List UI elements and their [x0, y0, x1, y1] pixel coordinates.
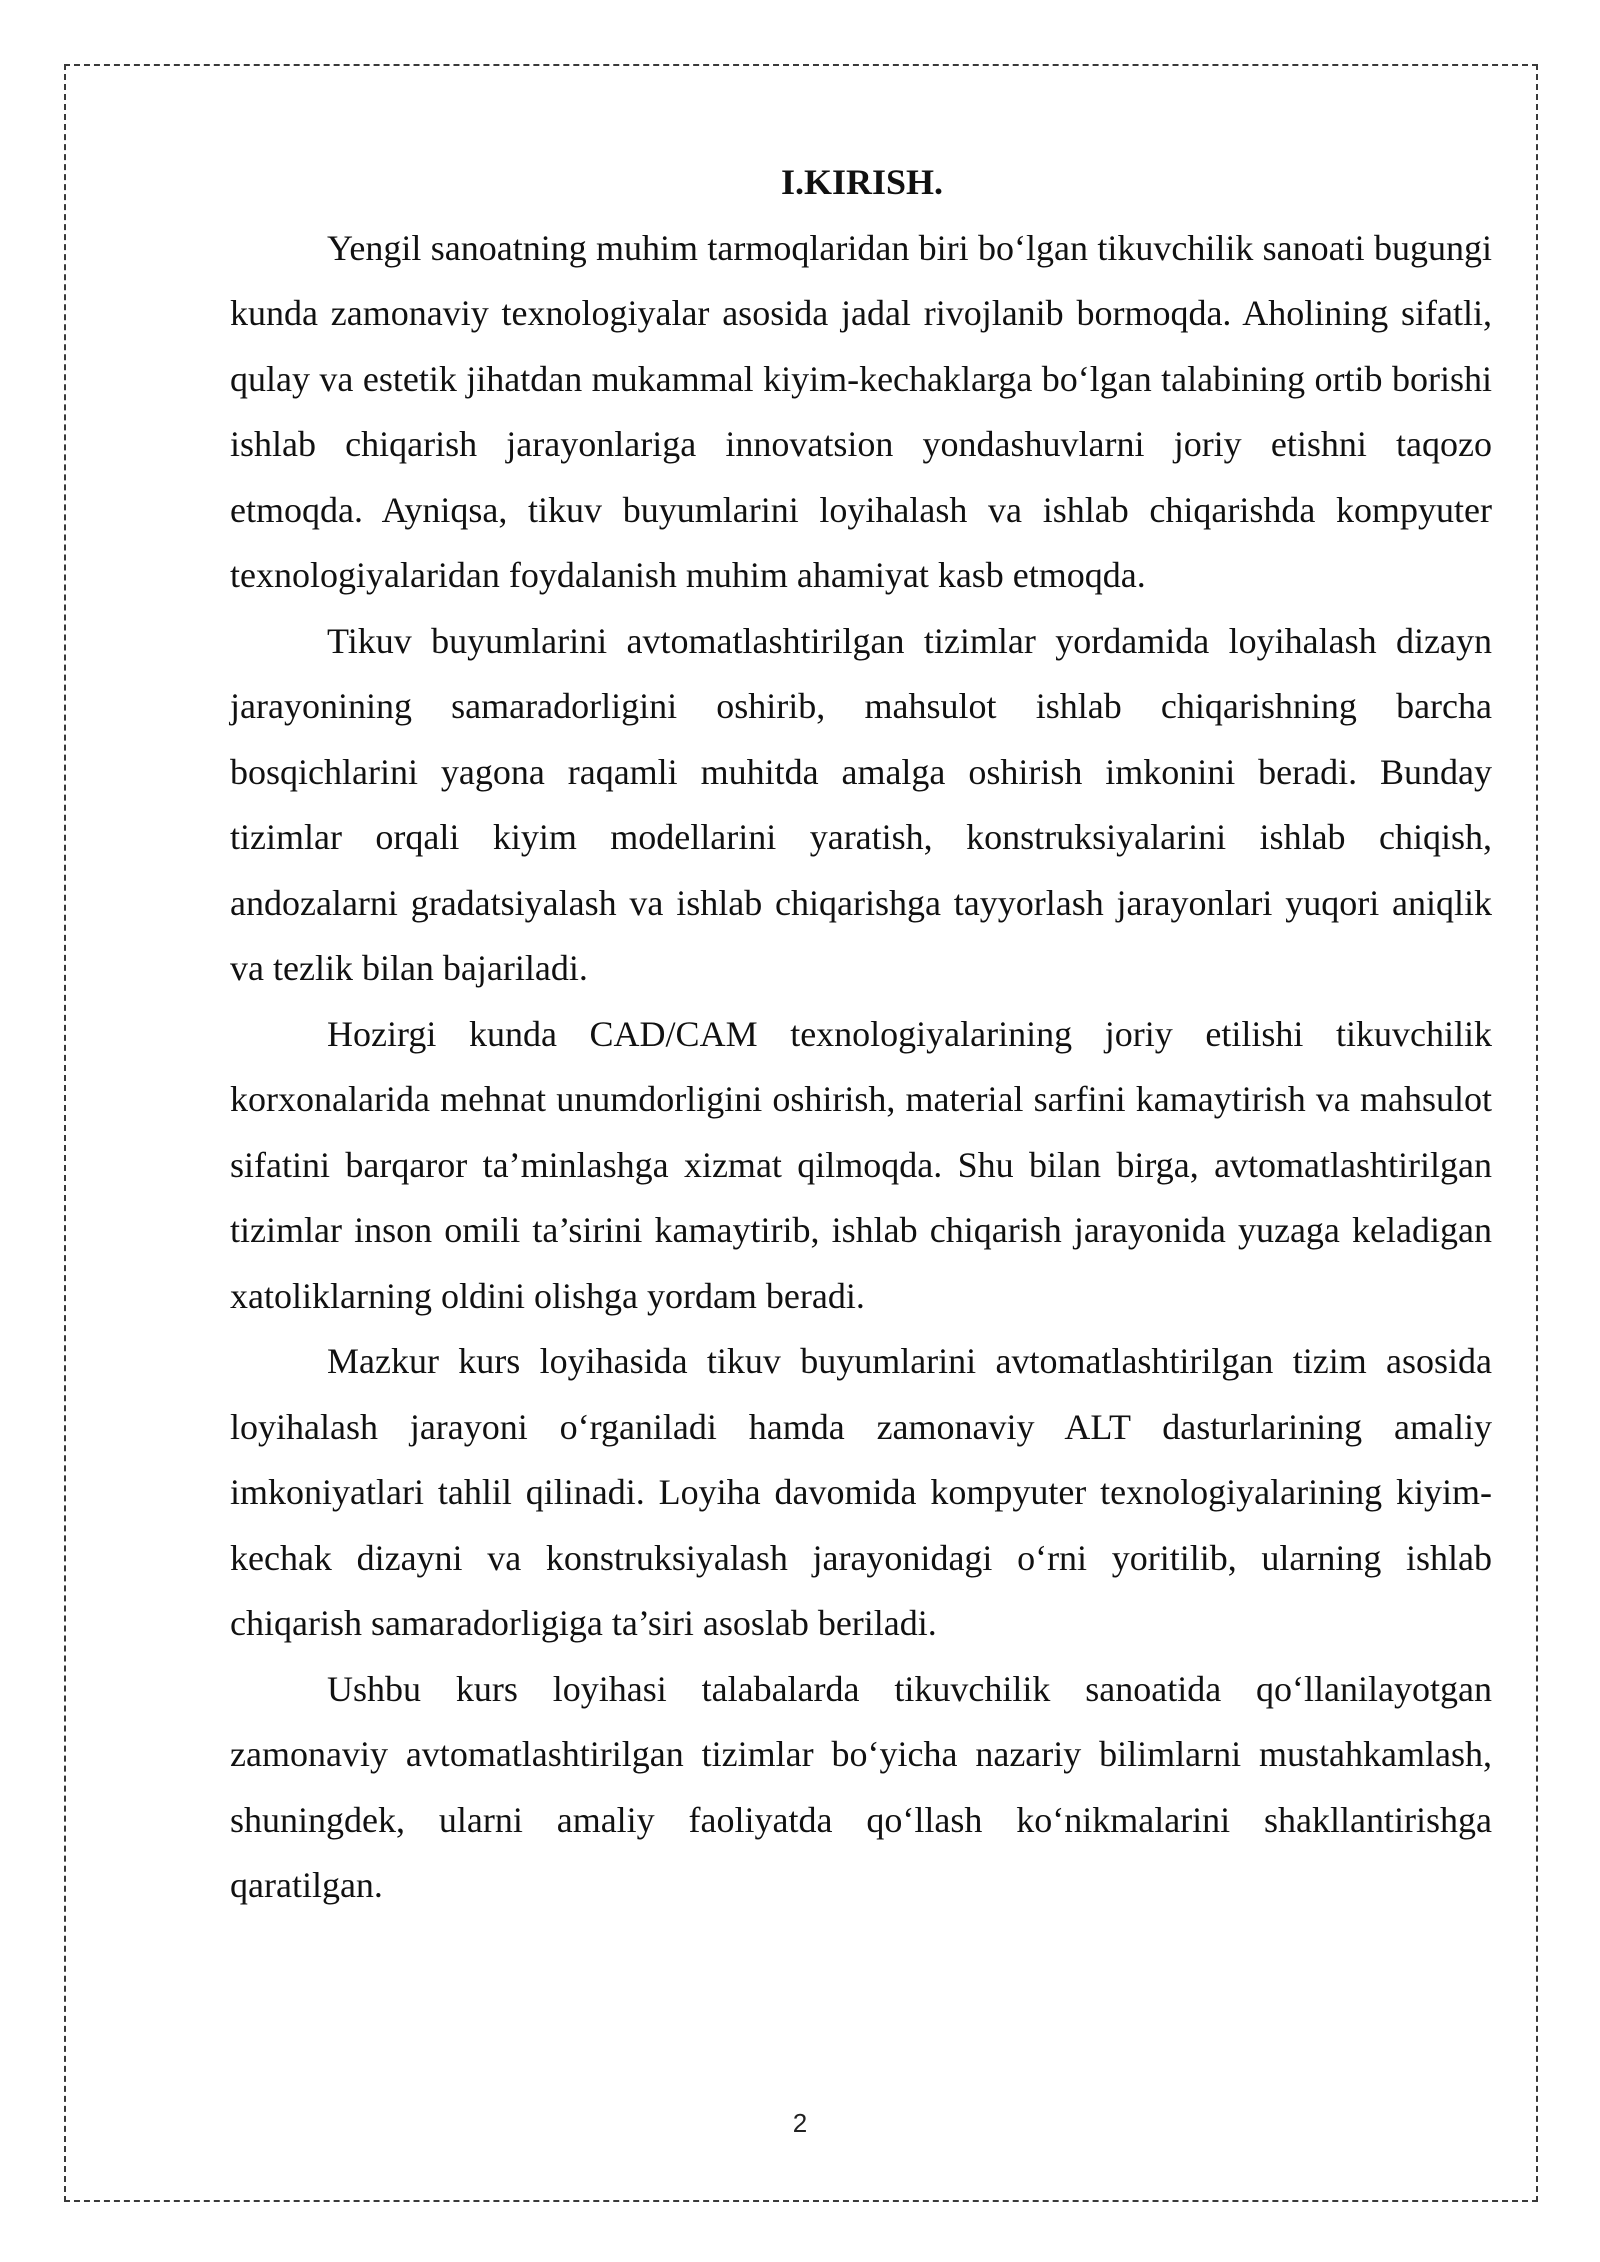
section-heading: I.KIRISH.: [780, 162, 944, 202]
paragraph-5: Ushbu kurs loyihasi talabalarda tikuvchilik sanoatida qo‘llanilayotgan zamonaviy avtomatlashtirilgan tizimlar bo‘yicha nazariy bilimlarni mustahkamlash, shuningdek, ularni amaliy faoliyatda qo‘llash ko‘nikmalarini shakllantirishga qaratilgan.: [230, 1668, 1492, 1905]
paragraph-3: Hozirgi kunda CAD/CAM texnologiyalarining joriy etilishi tikuvchilik korxonalarida mehnat unumdorligini oshirish, material sarfini kamaytirish va mahsulot sifatini barqaror ta’minlashga xizmat qilmoqda. Shu bilan birga, avtomatlashtirilgan tizimlar inson omili ta’sirini kamaytirib, ishlab chiqarish jarayonida yuzaga keladigan xatoliklarning oldini olishga yordam beradi.: [230, 1013, 1492, 1316]
paragraph-2: Tikuv buyumlarini avtomatlashtirilgan tizimlar yordamida loyihalash dizayn jarayonining samaradorligini oshirib, mahsulot ishlab chiqarishning barcha bosqichlarini yagona raqamli muhitda amalga oshirish imkonini beradi. Bunday tizimlar orqali kiyim modellarini yaratish, konstruksiyalarini ishlab chiqish, andozalarni gradatsiyalash va ishlab chiqarishga tayyorlash jarayonlari yuqori aniqlik va tezlik bilan bajariladi.: [230, 620, 1492, 988]
document-body: [230, 150, 1492, 1919]
paragraph-1: Yengil sanoatning muhim tarmoqlaridan biri bo‘lgan tikuvchilik sanoati bugungi kunda zamonaviy texnologiyalar asosida jadal rivojlanib bormoqda. Aholining sifatli, qulay va estetik jihatdan mukammal kiyim-kechaklarga bo‘lgan talabining ortib borishi ishlab chiqarish jarayonlariga innovatsion yondashuvlarni joriy etishni taqozo etmoqda. Ayniqsa, tikuv buyumlarini loyihalash va ishlab chiqarishda kompyuter texnologiyalaridan foydalanish muhim ahamiyat kasb etmoqda.: [230, 227, 1492, 595]
paragraph-4: Mazkur kurs loyihasida tikuv buyumlarini avtomatlashtirilgan tizim asosida loyihalash jarayoni o‘rganiladi hamda zamonaviy ALT dasturlarining amaliy imkoniyatlari tahlil qilinadi. Loyiha davomida kompyuter texnologiyalarining kiyim-kechak dizayni va konstruksiyalash jarayonidagi o‘rni yoritilib, ularning ishlab chiqarish samaradorligiga ta’siri asoslab beriladi.: [230, 1341, 1492, 1643]
page-number: 2: [792, 2108, 808, 2138]
